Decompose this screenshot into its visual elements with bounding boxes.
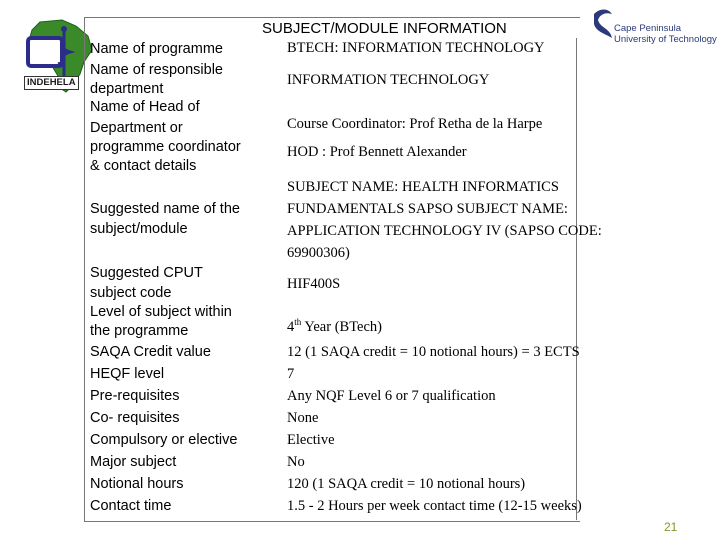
value-level-number: 4	[287, 318, 295, 335]
page-number: 21	[664, 520, 678, 534]
label-head-line3: programme coordinator	[90, 139, 241, 155]
page-title: SUBJECT/MODULE INFORMATION	[262, 20, 507, 37]
value-department: INFORMATION TECHNOLOGY	[287, 72, 490, 88]
label-saqa: SAQA Credit value	[90, 344, 211, 360]
value-subject-line2: FUNDAMENTALS SAPSO SUBJECT NAME:	[287, 201, 568, 217]
label-subject-line2: subject/module	[90, 221, 188, 237]
label-coreq: Co- requisites	[90, 410, 180, 426]
right-border-rule	[576, 38, 577, 520]
value-major: No	[287, 454, 305, 470]
value-contact: 1.5 - 2 Hours per week contact time (12-15 weeks)	[287, 498, 582, 514]
value-programme: BTECH: INFORMATION TECHNOLOGY	[287, 40, 545, 56]
label-head-line1: Name of Head of	[90, 99, 200, 115]
label-head-line4: & contact details	[90, 158, 197, 174]
value-subject-line1: SUBJECT NAME: HEALTH INFORMATICS	[287, 179, 559, 195]
label-department-line2: department	[90, 81, 164, 97]
label-head-line2: Department or	[90, 120, 183, 136]
value-subject-line3: APPLICATION TECHNOLOGY IV (SAPSO CODE:	[287, 223, 602, 239]
cput-name	[614, 24, 717, 45]
value-compulsory: Elective	[287, 432, 335, 448]
value-coreq: None	[287, 410, 319, 426]
label-department-line1: Name of responsible	[90, 62, 223, 78]
value-hod: HOD : Prof Bennett Alexander	[287, 144, 467, 160]
label-level-line2: the programme	[90, 323, 189, 339]
value-saqa: 12 (1 SAQA credit = 10 notional hours) = 3 ECTS	[287, 344, 580, 360]
value-coordinator: Course Coordinator: Prof Retha de la Harpe	[287, 116, 543, 132]
cput-name-line2: University of Technology	[614, 33, 717, 45]
value-level	[287, 312, 382, 338]
monitor-shape	[28, 38, 62, 66]
label-code-line1: Suggested CPUT	[90, 265, 203, 281]
label-level-line1: Level of subject within	[90, 304, 232, 320]
value-subject-line4: 69900306)	[287, 245, 350, 261]
value-level-suffix: th	[294, 317, 302, 327]
label-major: Major subject	[90, 454, 177, 470]
indehela-logo-text: INDEHELA	[24, 76, 79, 90]
cput-name-line1: Cape Peninsula	[614, 23, 682, 34]
label-contact: Contact time	[90, 498, 172, 514]
label-subject-line1: Suggested name of the	[90, 201, 240, 217]
value-heqf: 7	[287, 366, 295, 382]
value-notional: 120 (1 SAQA credit = 10 notional hours)	[287, 476, 526, 492]
label-code-line2: subject code	[90, 285, 172, 301]
label-heqf: HEQF level	[90, 366, 165, 382]
value-level-text: Year (BTech)	[301, 318, 382, 335]
label-notional: Notional hours	[90, 476, 184, 492]
value-code: HIF400S	[287, 276, 341, 292]
label-prereq: Pre-requisites	[90, 388, 180, 404]
value-prereq: Any NQF Level 6 or 7 qualification	[287, 388, 496, 404]
label-compulsory: Compulsory or elective	[90, 432, 238, 448]
label-programme: Name of programme	[90, 41, 223, 57]
